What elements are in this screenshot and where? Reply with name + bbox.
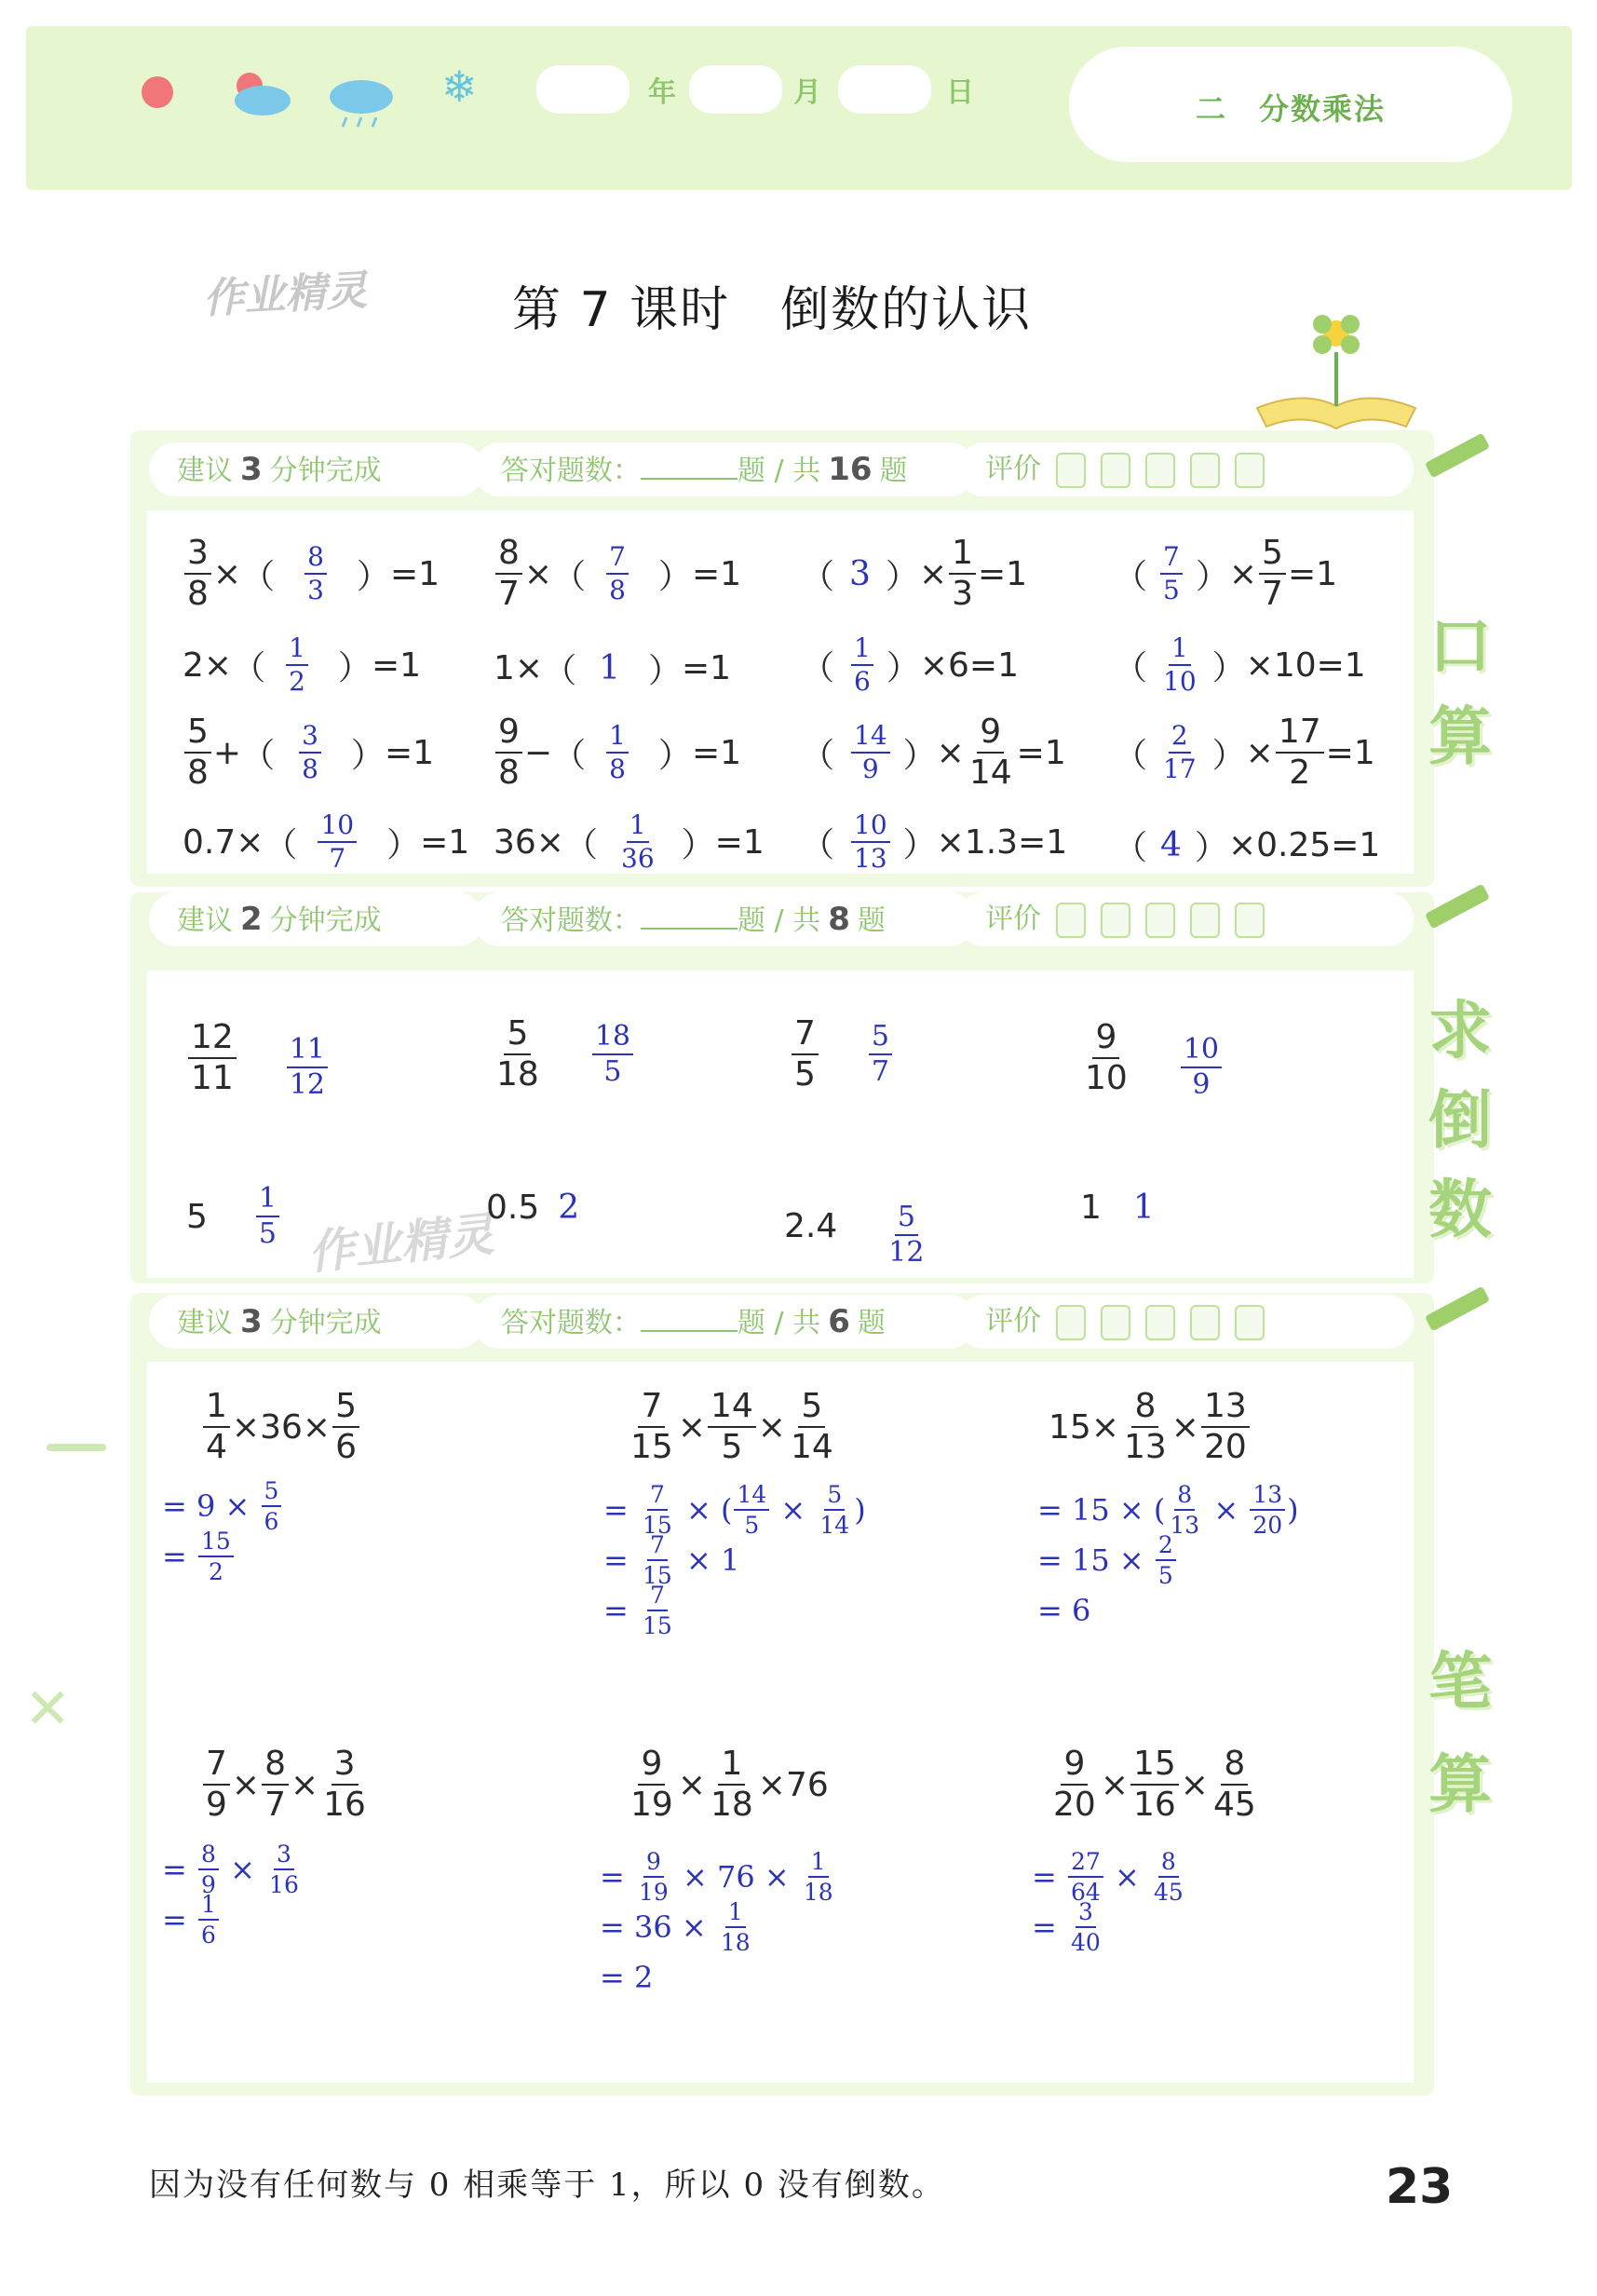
thumb-icon[interactable] <box>1235 1305 1265 1340</box>
written-problem-3: 15 × $\frac{8}{13}$ × $\frac{13}{20}$ <box>1049 1390 1252 1464</box>
written-problem-4: $\frac{7}{9}$ × $\frac{8}{7}$ × $\frac{3}{16}$ <box>201 1747 371 1822</box>
lesson-title: 第 7 课时 倒数的认识 <box>512 282 1033 338</box>
rain-icon <box>326 73 397 132</box>
reciprocal-item-6: 0.5 2 <box>486 1189 580 1227</box>
side-label-written: 笔 算 <box>1428 1646 1492 1822</box>
thumb-icon[interactable] <box>1101 1305 1130 1340</box>
thumb-icon[interactable] <box>1190 903 1220 938</box>
snow-icon: ❄ <box>441 61 478 112</box>
side-label-reciprocal: 求 倒 数 <box>1428 995 1492 1247</box>
oral-problem-4: （ $\frac{7}{5}$ ） × $\frac{5}{7}$ =1 <box>1114 534 1338 613</box>
reciprocal-item-7: 2.4 $\frac{5}{12}$ <box>784 1201 925 1269</box>
pencil-icon <box>1425 884 1490 930</box>
reciprocal-item-5: 5 $\frac{1}{5}$ <box>186 1185 281 1248</box>
month-label: 月 <box>793 76 821 109</box>
book-flower-icon <box>1248 296 1425 436</box>
thumb-icon[interactable] <box>1145 1305 1175 1340</box>
oral-problem-14: 36× （ $\frac{1}{36}$ ） =1 <box>494 809 765 874</box>
thumb-icon[interactable] <box>1190 1305 1220 1340</box>
year-label: 年 <box>648 76 676 109</box>
time-suggestion: 建议 3 分钟完成 <box>149 1295 484 1349</box>
written-work-3: = 15 × ( $\frac{8}{13}$ × $\frac{13}{20}$ ) = 15 × $\frac{2}{5}$ = 6 <box>1037 1481 1299 1628</box>
written-work-1: = 9 × $\frac{5}{6}$ = $\frac{15}{2}$ <box>162 1481 283 1582</box>
thumb-icon[interactable] <box>1101 903 1130 938</box>
oral-problem-16: （ 4 ） ×0.25=1 <box>1114 826 1381 867</box>
day-label: 日 <box>946 76 974 109</box>
time-suggestion: 建议 3 分钟完成 <box>149 442 484 496</box>
cloud-sun-icon <box>223 67 294 119</box>
reciprocal-item-3: $\frac{7}{5}$ $\frac{5}{7}$ <box>790 1017 894 1092</box>
month-field[interactable] <box>689 65 782 114</box>
time-suggestion: 建议 2 分钟完成 <box>149 892 484 946</box>
written-work-2: = $\frac{7}{15}$ × ( $\frac{14}{5}$ × $\frac{5}{14}$ ) = $\frac{7}{15}$ × 1 = $\frac{7}{15}$ <box>603 1481 866 1639</box>
pencil-icon <box>1425 1286 1490 1332</box>
thumb-icon[interactable] <box>1056 903 1086 938</box>
reciprocal-item-8: 1 1 <box>1080 1189 1155 1227</box>
margin-decoration <box>47 1444 106 1451</box>
oral-problem-8: （ $\frac{1}{10}$ ） ×10=1 <box>1114 632 1366 697</box>
rating-box: 评价 <box>957 892 1414 946</box>
year-field[interactable] <box>536 65 629 114</box>
chapter-title: 二 分数乘法 <box>1195 91 1386 127</box>
rating-box: 评价 <box>957 1295 1414 1349</box>
score-box: 答对题数： 题 / 共 6 题 <box>473 1295 976 1349</box>
pencil-icon <box>1425 433 1490 479</box>
written-work-6: = $\frac{27}{64}$ × $\frac{8}{45}$ = $\frac{3}{40}$ <box>1032 1848 1184 1956</box>
reciprocal-item-2: $\frac{5}{18}$ $\frac{18}{5}$ <box>492 1017 635 1092</box>
reciprocal-item-1: $\frac{12}{11}$ $\frac{11}{12}$ <box>186 1017 330 1099</box>
reciprocal-item-4: $\frac{9}{10}$ $\frac{10}{9}$ <box>1080 1017 1224 1099</box>
margin-cross-icon: ✕ <box>24 1677 72 1742</box>
oral-problem-10: $\frac{9}{8}$ − （ $\frac{1}{8}$ ） =1 <box>494 715 741 790</box>
score-box: 答对题数： 题 / 共 8 题 <box>473 892 976 946</box>
written-problem-1: $\frac{1}{4}$ × 36 × $\frac{5}{6}$ <box>201 1390 361 1464</box>
oral-problem-3: （ 3 ） × $\frac{1}{3}$ =1 <box>801 534 1028 613</box>
written-work-5: = $\frac{9}{19}$ × 76 × $\frac{1}{18}$ = 36 × $\frac{1}{18}$ = 2 <box>600 1848 833 1995</box>
sun-icon <box>142 76 173 108</box>
oral-problem-6: 1 × （ 1 ） =1 <box>494 649 732 690</box>
thumb-icon[interactable] <box>1056 453 1086 488</box>
oral-problem-13: 0.7× （ $\frac{10}{7}$ ） =1 <box>183 809 470 874</box>
oral-problem-7: （ $\frac{1}{6}$ ） ×6=1 <box>801 632 1019 697</box>
written-problem-2: $\frac{7}{15}$ × $\frac{14}{5}$ × $\frac{5}{14}$ <box>630 1387 833 1466</box>
page-number: 23 <box>1386 2159 1454 2215</box>
written-work-4: = $\frac{8}{9}$ × $\frac{3}{16}$ = $\frac{1}{6}$ <box>162 1841 299 1949</box>
written-problem-6: $\frac{9}{20}$ × $\frac{15}{16}$ × $\frac{8}{45}$ <box>1053 1745 1256 1824</box>
score-box: 答对题数： 题 / 共 16 题 <box>473 442 976 496</box>
footer-note: 因为没有任何数与 0 相乘等于 1，所以 0 没有倒数。 <box>149 2167 945 2204</box>
thumb-icon[interactable] <box>1235 903 1265 938</box>
oral-problem-9: $\frac{5}{8}$ + （ $\frac{3}{8}$ ） =1 <box>183 715 434 790</box>
watermark-logo: 作业精灵 <box>305 1206 496 1281</box>
thumb-icon[interactable] <box>1145 453 1175 488</box>
thumb-icon[interactable] <box>1056 1305 1086 1340</box>
oral-problem-11: （ $\frac{14}{9}$ ） × $\frac{9}{14}$ =1 <box>801 713 1066 792</box>
thumb-icon[interactable] <box>1235 453 1265 488</box>
day-field[interactable] <box>838 65 931 114</box>
written-problem-5: $\frac{9}{19}$ × $\frac{1}{18}$ × 76 <box>630 1745 829 1824</box>
thumb-icon[interactable] <box>1145 903 1175 938</box>
rating-box: 评价 <box>957 442 1414 496</box>
oral-problem-2: $\frac{8}{7}$ × （ $\frac{7}{8}$ ） =1 <box>494 537 741 611</box>
oral-problem-5: 2 × （ $\frac{1}{2}$ ） =1 <box>183 632 422 697</box>
side-label-oral: 口 算 <box>1428 610 1492 774</box>
oral-problem-15: （ $\frac{10}{13}$ ） ×1.3=1 <box>801 809 1068 874</box>
thumb-icon[interactable] <box>1190 453 1220 488</box>
oral-problem-12: （ $\frac{2}{17}$ ） × $\frac{17}{2}$ =1 <box>1114 713 1375 792</box>
oral-problem-1: $\frac{3}{8}$ × （ $\frac{8}{3}$ ） =1 <box>183 537 440 611</box>
watermark-logo: 作业精灵 <box>202 266 369 323</box>
thumb-icon[interactable] <box>1101 453 1130 488</box>
